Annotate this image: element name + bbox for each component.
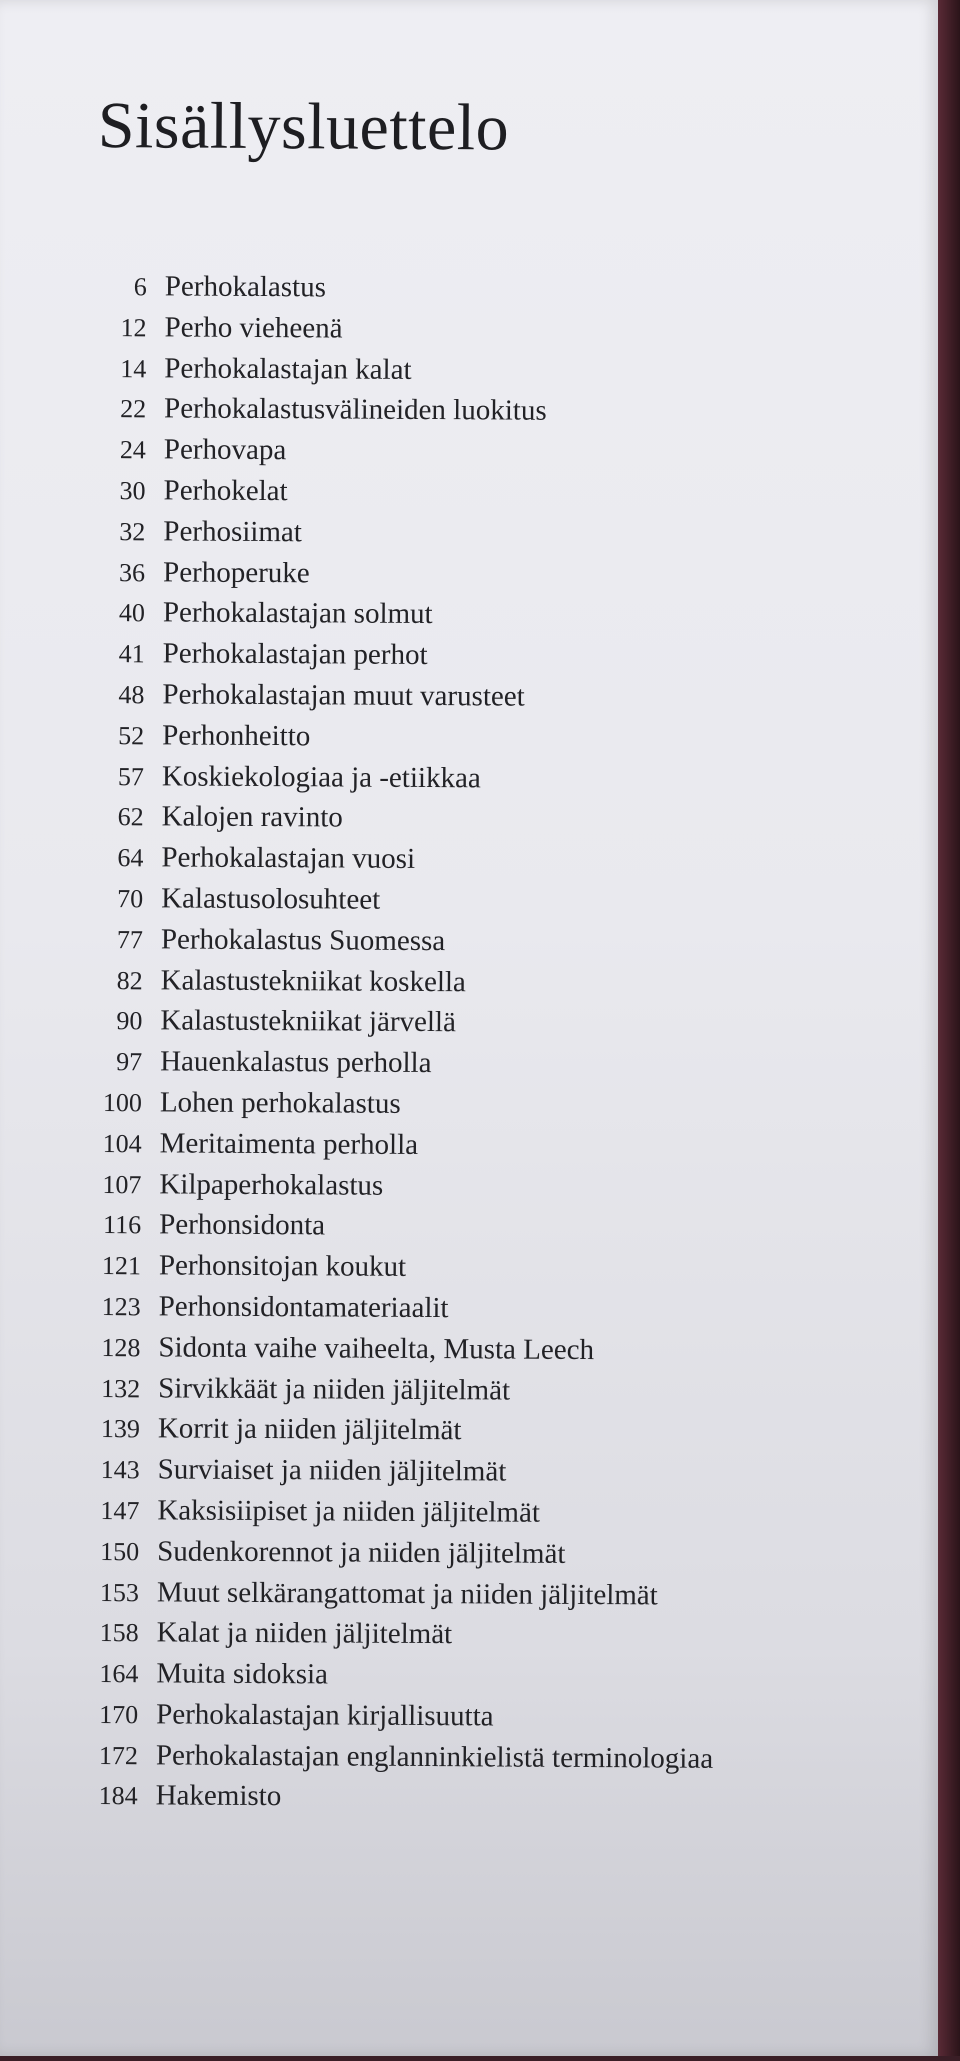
toc-entry [0,433,898,479]
toc-page-number: 147 [100,1495,140,1526]
toc-entry [0,473,898,519]
toc-entry [0,1248,893,1294]
toc-page-number: 32 [119,516,146,547]
toc-page-number: 70 [117,884,144,914]
toc-page-number: 64 [117,843,144,873]
toc-entry-title: Surviaiset ja niiden jäljitelmät [157,1453,507,1488]
toc-entry-title: Hakemisto [155,1779,282,1813]
toc-entry-title: Perhoperuke [163,555,310,589]
toc-entry [0,1738,890,1784]
toc-entry [0,310,899,356]
toc-entry-title: Kilpaperhokalastus [159,1167,384,1202]
toc-entry-title: Perhokalastajan kalat [164,351,412,386]
toc-entry-title: Perhokalastajan englanninkielistä terminologiaa [155,1739,714,1775]
toc-entry-title: Perhokalastus [164,270,327,304]
toc-entry-title: Perhokalastajan kirjallisuutta [156,1698,494,1733]
toc-entry [0,718,896,764]
toc-entry [0,1371,892,1417]
toc-entry [0,800,896,846]
toc-entry [0,269,899,315]
toc-entry [0,963,895,1009]
toc-page-number: 62 [117,802,144,832]
toc-entry-title: Perhokalastajan solmut [162,596,433,631]
book-cover-edge [938,0,960,2056]
toc-page-number: 24 [119,435,146,465]
toc-entry-title: Perhonsidonta [159,1208,326,1242]
toc-entry [0,1330,892,1376]
toc-entry [0,1167,893,1213]
toc-entry [0,392,898,438]
toc-entry-title: Perhonsidontamateriaalit [158,1290,449,1325]
toc-page-number: 6 [133,272,147,302]
toc-page-number: 184 [98,1781,138,1811]
toc-entry-title: Kalastusolosuhteet [161,882,381,916]
toc-page-number: 128 [101,1332,141,1362]
toc-entry-title: Kalastustekniikat järvellä [160,1004,457,1039]
toc-page-number: 121 [101,1251,141,1281]
toc-entry [0,881,895,927]
toc-entry [0,351,898,397]
toc-entry [0,1493,891,1539]
toc-entry-title: Kaksisiipiset ja niiden jäljitelmät [157,1494,541,1529]
toc-entry-title: Perhokalastajan perhot [162,637,428,672]
toc-page-number: 158 [99,1618,139,1648]
toc-entry [0,922,895,968]
toc-entry-title: Muita sidoksia [156,1657,329,1691]
page-title: Sisällysluettelo [97,88,510,165]
toc-entry [0,514,897,560]
toc-page-number: 170 [99,1699,139,1730]
toc-entry-title: Perhokelat [163,474,288,508]
toc-entry [0,1616,891,1662]
toc-page-number: 57 [117,761,144,791]
toc-entry-title: Muut selkärangattomat ja niiden jäljitelmät [156,1575,658,1611]
toc-entry [0,759,896,805]
toc-page-number: 52 [118,720,145,751]
toc-entry-title: Perho vieheenä [164,311,343,345]
toc-page-number: 143 [100,1455,140,1485]
toc-entry [0,1779,890,1825]
toc-page-number: 77 [116,924,143,955]
toc-page-number: 22 [120,394,147,424]
toc-entry [0,637,897,683]
toc-entry-title: Perhonheitto [162,719,311,753]
toc-entry [0,555,897,601]
toc-entry-title: Korrit ja niiden jäljitelmät [157,1412,462,1447]
toc-entry-title: Kalat ja niiden jäljitelmät [156,1616,453,1651]
toc-page-number: 139 [100,1414,140,1444]
toc-entry [0,1085,894,1131]
toc-entry-title: Sidonta vaihe vaiheelta, Musta Leech [158,1331,595,1366]
toc-entry-title: Perhonsitojan koukut [158,1249,407,1284]
toc-page-number: 90 [116,1006,143,1036]
toc-page-number: 104 [102,1128,142,1159]
toc-page-number: 123 [101,1291,141,1322]
toc-entry [0,1697,890,1743]
toc-entry [0,841,895,887]
toc-entry-title: Perhokalastajan vuosi [161,841,416,876]
toc-entry [0,1126,894,1172]
toc-page-number: 12 [120,312,147,343]
toc-entry [0,1412,892,1458]
toc-entry-title: Lohen perhokalastus [159,1086,401,1120]
toc-entry-title: Sirvikkäät ja niiden jäljitelmät [158,1371,511,1407]
toc-page-number: 14 [120,353,147,383]
toc-page-number: 48 [118,680,145,710]
toc-page-number: 153 [99,1577,139,1607]
toc-entry-title: Sudenkorennot ja niiden jäljitelmät [157,1535,566,1570]
toc-page-number: 100 [102,1087,142,1118]
toc-entry-title: Meritaimenta perholla [159,1127,419,1161]
toc-page-number: 164 [99,1659,139,1689]
toc-entry [0,596,897,642]
toc-entry [0,1656,890,1702]
toc-entry [0,1004,894,1050]
toc-page-number: 132 [101,1373,141,1403]
toc-page-number: 41 [118,639,145,669]
toc-entry [0,1208,893,1254]
toc-entry-title: Koskiekologiaa ja -etiikkaa [161,759,481,794]
toc-entry [0,1045,894,1091]
toc-entry [0,1534,891,1580]
toc-page-number: 36 [119,557,146,587]
toc-page-number: 40 [118,598,145,628]
toc-page-number: 30 [119,476,146,506]
toc-entry-title: Kalastustekniikat koskella [160,963,466,998]
toc-entry [0,1289,893,1335]
table-of-contents [0,269,899,1825]
toc-entry-title: Kalojen ravinto [161,800,343,834]
toc-entry-title: Perhokalastusvälineiden luokitus [164,392,547,428]
toc-page-number: 150 [100,1536,140,1566]
toc-entry-title: Perhokalastajan muut varusteet [162,678,525,713]
toc-entry [0,1575,891,1621]
toc-page-number: 172 [98,1740,138,1770]
toc-page-number: 107 [102,1169,142,1199]
toc-entry [0,677,896,723]
toc-entry-title: Perhokalastus Suomessa [160,923,446,957]
toc-entry-title: Perhosiimat [163,515,303,549]
toc-page-number: 82 [116,965,143,995]
toc-entry-title: Perhovapa [163,433,287,467]
toc-entry [0,1452,892,1498]
toc-entry-title: Hauenkalastus perholla [160,1045,432,1080]
toc-page-number: 97 [116,1047,143,1077]
toc-page-number: 116 [102,1210,142,1240]
